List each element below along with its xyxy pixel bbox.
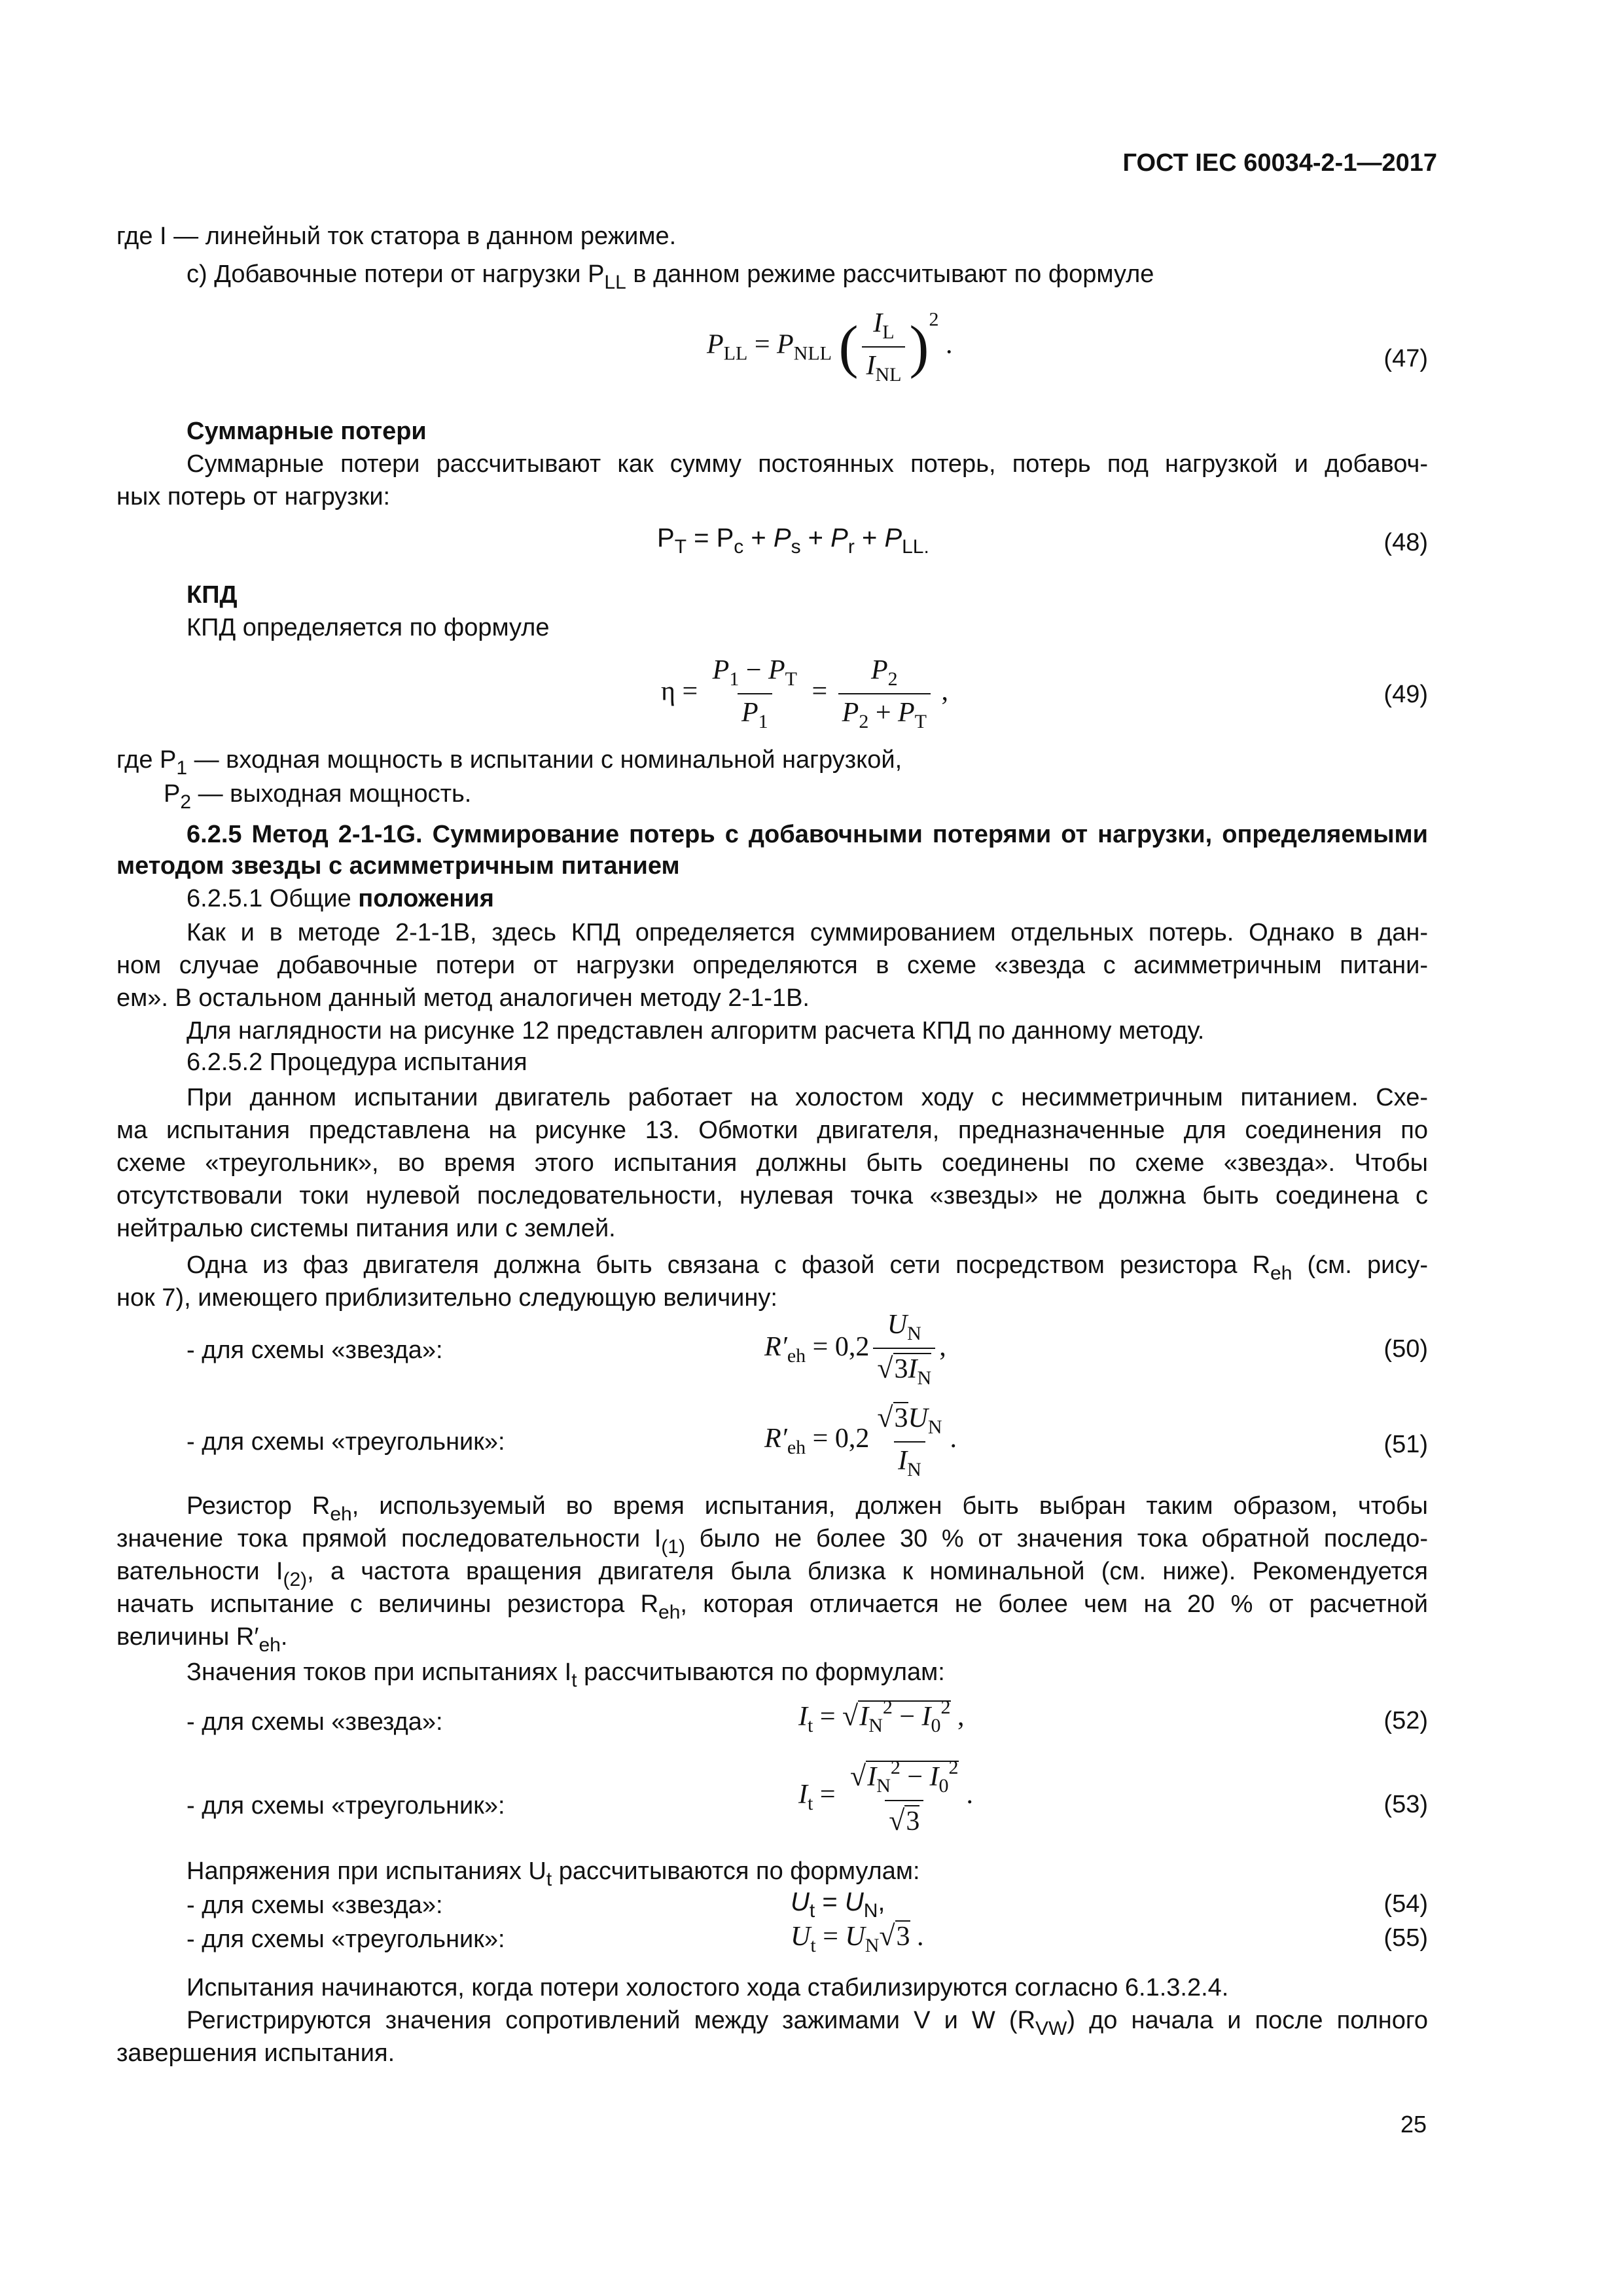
text-line: Напряжения при испытаниях $U_t$ рассчитываются по формулам: [187, 1857, 920, 1890]
text-line: ных потерь от нагрузки: [116, 483, 391, 511]
equation-number: (53) [1383, 1791, 1428, 1818]
text-line: $P_2$ — выходная мощность. [164, 780, 472, 813]
formula-48: $P_T = P_c + P_s + P_r + P_{LL.}$ [657, 524, 929, 558]
text-line: значение тока прямой последовательности $I_{(1)}$ было не более 30 % от значения тока обратной последо- [116, 1525, 1428, 1558]
text-line: ем». В остальном данный метод аналогичен методу 2-1-1B. [116, 984, 810, 1012]
subsection-6-2-5-2: 6.2.5.2 Процедура испытания [187, 1049, 527, 1076]
label-delta: - для схемы «треугольник»: [187, 1428, 505, 1456]
text-line: нейтралью системы питания или с землей. [116, 1215, 616, 1242]
section-title-6-2-5: 6.2.5 Метод 2-1-1G. Суммирование потерь с добавочными потерями от нагрузки, определяемыми [187, 821, 1428, 848]
text-line: начать испытание с величины резистора $R_{eh}$, которая отличается не более чем на 20 % от расчетной [116, 1590, 1428, 1623]
equation-number: (54) [1383, 1890, 1428, 1918]
standard-header: ГОСТ IEC 60034-2-1—2017 [1122, 149, 1437, 177]
equation-number: (47) [1383, 345, 1428, 372]
subsection-6-2-5-1: 6.2.5.1 Общие положения [187, 885, 494, 912]
text-line: Суммарные потери рассчитывают как сумму постоянных потерь, потерь под нагрузкой и добавоч- [187, 450, 1428, 478]
equation-number: (49) [1383, 681, 1428, 708]
text-line: Одна из фаз двигателя должна быть связана с фазой сети посредством резистора $R_{eh}$ (см. рису- [187, 1251, 1428, 1284]
text-line: ном случае добавочные потери от нагрузки определяются в схеме «звезда с асимметричным питани- [116, 952, 1428, 979]
equation-number: (52) [1383, 1707, 1428, 1734]
text-line: При данном испытании двигатель работает на холостом ходу с несимметричным питанием. Схе- [187, 1084, 1428, 1111]
text-line: отсутствовали токи нулевой последовательности, нулевая точка «звезды» не должна быть соединена с [116, 1182, 1428, 1210]
formula-47: $P_{LL} = P_{NLL}$ ( $\frac{I_L}{I_{NL}}$ )$^2$ . [707, 308, 953, 386]
text-line: где I — линейный ток статора в данном режиме. [116, 223, 677, 250]
text-line: нок 7), имеющего приблизительно следующую величину: [116, 1284, 777, 1312]
label-star: - для схемы «звезда»: [187, 1336, 443, 1364]
equation-number: (55) [1383, 1924, 1428, 1952]
label-delta: - для схемы «треугольник»: [187, 1926, 505, 1953]
text-line: Значения токов при испытаниях $I_t$ рассчитываются по формулам: [187, 1659, 945, 1691]
text-line: Как и в методе 2-1-1B, здесь КПД определяется суммированием отдельных потерь. Однако в дан- [187, 919, 1428, 946]
label-delta: - для схемы «треугольник»: [187, 1792, 505, 1820]
heading-total-losses: Суммарные потери [187, 418, 427, 445]
formula-52: $I_t = √I_N^2 - I_0^2$ , [798, 1696, 965, 1736]
formula-50: $R'_{eh} = 0,2$ $\frac{U_N}{√3I_N}$ , [764, 1310, 946, 1389]
equation-number: (50) [1383, 1335, 1428, 1363]
heading-efficiency: КПД [187, 581, 238, 609]
text-line: Испытания начинаются, когда потери холостого хода стабилизируются согласно 6.1.3.2.4. [187, 1974, 1229, 2001]
equation-number: (48) [1383, 529, 1428, 556]
text-line: ма испытания представлена на рисунке 13. Обмотки двигателя, предназначенные для соединения по [116, 1117, 1428, 1144]
formula-49: η = $\frac{P_1 - P_T}{P_1}$ = $\frac{P_2}{P_2 + P_T}$ , [661, 655, 948, 732]
text-line: вательности $I_{(2)}$, а частота вращения двигателя была близка к номинальной (см. ниже). Рекомендуется [116, 1558, 1428, 1590]
label-star: - для схемы «звезда»: [187, 1708, 443, 1736]
equation-number: (51) [1383, 1431, 1428, 1458]
text-line: Регистрируются значения сопротивлений между зажимами V и W $(R_{VW})$ до начала и после полного [187, 2007, 1428, 2039]
text-line: величины $R'_{eh}$. [116, 1623, 288, 1656]
text-line: c) Добавочные потери от нагрузки $P_{LL}$ в данном режиме рассчитывают по формуле [187, 260, 1154, 293]
formula-55: $U_t = U_N√3$ . [791, 1920, 924, 1956]
section-title-6-2-5-cont: методом звезды с асимметричным питанием [116, 852, 680, 880]
text-line: где $P_1$ — входная мощность в испытании с номинальной нагрузкой, [116, 746, 902, 779]
text-line: схеме «треугольник», во время этого испытания должны быть соединены по схеме «звезда». Чтобы [116, 1149, 1428, 1177]
text-line: Для наглядности на рисунке 12 представлен алгоритм расчета КПД по данному методу. [187, 1017, 1205, 1045]
text-line: завершения испытания. [116, 2039, 395, 2067]
text-line: Резистор $R_{eh}$, используемый во время испытания, должен быть выбран таким образом, чтобы [187, 1492, 1428, 1525]
formula-54: $U_t = U_N$, [791, 1888, 885, 1922]
page-number: 25 [1400, 2111, 1427, 2138]
text-line: КПД определяется по формуле [187, 614, 550, 641]
label-star: - для схемы «звезда»: [187, 1892, 443, 1919]
formula-51: $R'_{eh} = 0,2$ $\frac{√3U_N}{I_N}$ . [764, 1401, 957, 1480]
formula-53: $I_t$ = $\frac{√I_N^2 - I_0^2}{√3}$ . [798, 1757, 974, 1837]
